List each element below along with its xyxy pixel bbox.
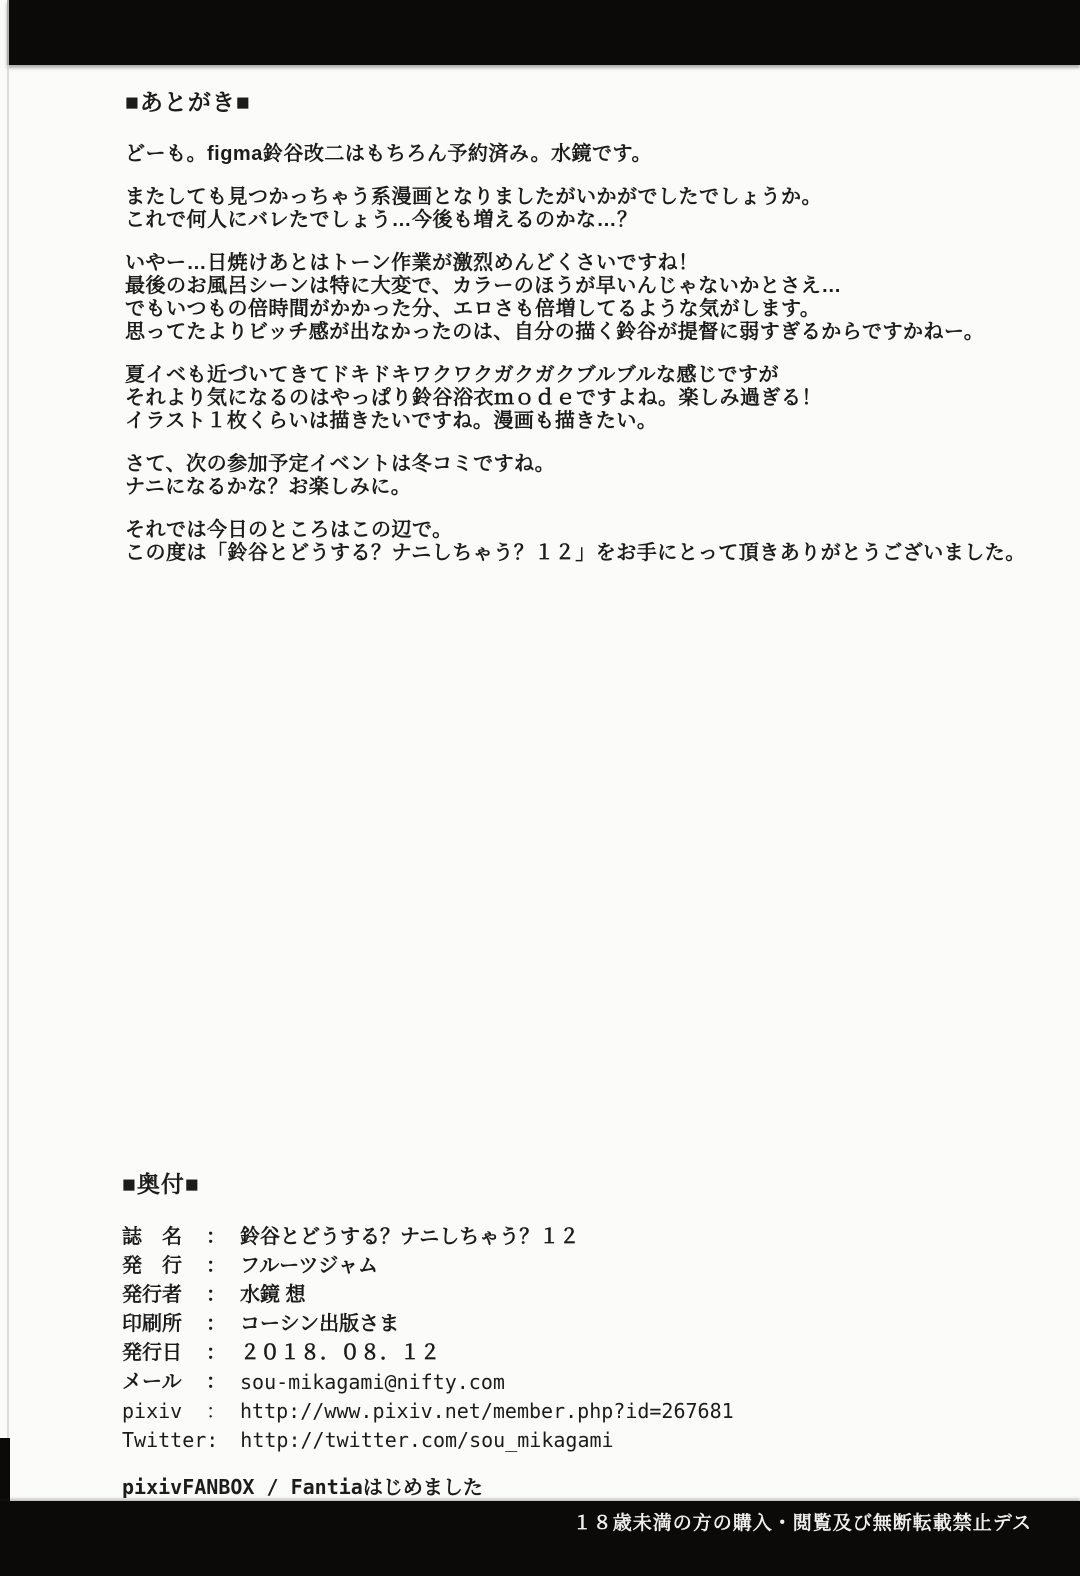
colophon-entry-label: 発行日 [122, 1342, 182, 1364]
colophon-entry-label: pixiv [122, 1399, 183, 1423]
colophon-entry-separator: ： [206, 1284, 226, 1306]
colophon-entry [122, 1339, 1052, 1368]
top-scan-bar [7, 0, 1080, 65]
colophon-entry-label: 発行者 [122, 1284, 182, 1306]
afterword-text-line: ナニになるかな？お楽しみに。 [125, 476, 412, 498]
colophon-entry-value: 水鏡 想 [240, 1284, 306, 1306]
colophon-entries [122, 1223, 1052, 1455]
colophon-entry [122, 1426, 1052, 1455]
fanbox-note: pixivFANBOX / Fantiaはじめました [122, 1475, 483, 1499]
colophon-section [122, 1166, 1052, 1500]
colophon-entry-separator: ： [206, 1313, 226, 1335]
afterword-paragraphs [125, 143, 1052, 565]
colophon-entry-label: Twitter [122, 1428, 207, 1452]
afterword-paragraph [125, 519, 1052, 565]
colophon-entry-value: ２０１８．０８．１２ [240, 1342, 440, 1364]
colophon-entry-label: 誌 名 [122, 1226, 182, 1248]
afterword-text-line: でもいつもの倍時間がかかった分、エロさも倍増してるような気がします。 [125, 298, 821, 320]
colophon-entry-label: 発 行 [122, 1255, 182, 1277]
afterword-text-line: またしても見つかっちゃう系漫画となりましたがいかがでしたでしょうか。 [125, 186, 822, 208]
afterword-text-line: それでは今日のところはこの辺で。 [125, 519, 453, 541]
afterword-section [125, 84, 1052, 585]
colophon-entry [122, 1252, 1052, 1281]
colophon-entry [122, 1223, 1052, 1252]
afterword-text-line: 思ってたよりビッチ感が出なかったのは、自分の描く鈴谷が提督に弱すぎるからですかねー。 [125, 321, 985, 343]
colophon-entry-value: http://twitter.com/sou_mikagami [240, 1428, 614, 1452]
colophon-entry-separator: ： [206, 1226, 226, 1248]
bottom-scan-bar [0, 1501, 1080, 1576]
afterword-text-line: どーも。figma鈴谷改二はもちろん予約済み。水鏡です。 [125, 143, 652, 165]
colophon-entry-separator: ： [206, 1342, 226, 1364]
afterword-text-line: さて、次の参加予定イベントは冬コミですね。 [125, 453, 556, 475]
colophon-entry-separator: ： [206, 1371, 226, 1393]
afterword-text-line: 夏イベも近づいてきてドキドキワクワクガクガクブルブルな感じですが [125, 364, 779, 386]
afterword-text-line: イラスト１枚くらいは描きたいですね。漫画も描きたい。 [125, 410, 658, 432]
afterword-text-line: いやー…日焼けあとはトーン作業が激烈めんどくさいですね！ [125, 252, 699, 274]
colophon-entry [122, 1310, 1052, 1339]
colophon-heading: ■奥付■ [122, 1171, 200, 1197]
afterword-text-line: 最後のお風呂シーンは特に大変で、カラーのほうが早いんじゃないかとさえ… [125, 275, 842, 297]
afterword-heading: ■あとがき■ [125, 89, 251, 115]
colophon-entry-separator: : [206, 1428, 219, 1452]
colophon-entry [122, 1397, 1052, 1426]
afterword-paragraph [125, 364, 1052, 433]
colophon-entry-value: コーシン出版さま [240, 1313, 400, 1335]
colophon-entry-value: http://www.pixiv.net/member.php?id=267681 [240, 1399, 734, 1423]
colophon-entry [122, 1281, 1052, 1310]
age-restriction-notice: １８歳未満の方の購入・閲覧及び無断転載禁止デス [572, 1513, 1032, 1534]
colophon-entry-separator: ： [206, 1255, 226, 1277]
left-page-edge-line [7, 0, 9, 1576]
colophon-entry-value: 鈴谷とどうする？ナニしちゃう？１２ [240, 1226, 580, 1248]
afterword-paragraph [125, 252, 1052, 344]
colophon-entry-value: sou-mikagami@nifty.com [240, 1370, 505, 1394]
afterword-text-line: この度は「鈴谷とどうする？ナニしちゃう？１２」をお手にとって頂きありがとうございました。 [125, 542, 1026, 564]
afterword-paragraph [125, 143, 1052, 166]
colophon-entry-label: メール [122, 1371, 182, 1393]
colophon-entry-separator: ： [206, 1399, 226, 1423]
colophon-entry [122, 1368, 1052, 1397]
colophon-entry-value: フルーツジャム [240, 1255, 378, 1277]
colophon-entry-label: 印刷所 [122, 1313, 182, 1335]
afterword-text-line: これで何人にバレたでしょう…今後も増えるのかな…？ [125, 209, 638, 231]
afterword-paragraph [125, 186, 1052, 232]
afterword-paragraph [125, 453, 1052, 499]
afterword-text-line: それより気になるのはやっぱり鈴谷浴衣ｍｏｄｅですよね。楽しみ過ぎる！ [125, 387, 822, 409]
